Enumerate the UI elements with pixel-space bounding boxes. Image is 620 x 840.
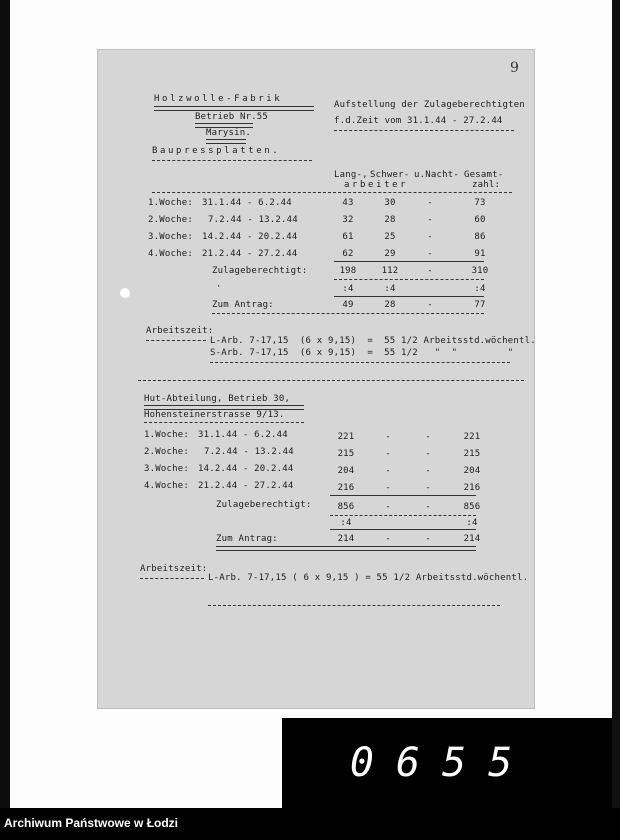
divisor-total: :4	[474, 284, 486, 294]
week-period: 14.2.44 - 20.2.44	[202, 232, 298, 242]
sum-label: Zulageberechtigt:	[212, 266, 308, 276]
section-separator	[138, 380, 524, 381]
rule	[212, 313, 484, 314]
punch-hole	[120, 288, 130, 298]
week-period: 7.2.44 - 13.2.44	[204, 447, 294, 457]
cell-total: 91	[474, 249, 486, 259]
result-nacht: -	[427, 300, 433, 310]
product-name: Baupressplatten.	[152, 146, 281, 156]
cell-lang: 204	[337, 466, 355, 476]
cell-nacht: -	[425, 483, 431, 493]
divisor-lang: :4	[340, 518, 352, 528]
section2-address: Hohensteinerstrasse 9/13.	[144, 410, 285, 420]
factory-number: Betrieb Nr.55	[195, 112, 269, 122]
rule	[140, 578, 204, 579]
week-label: 4.Woche:	[144, 481, 189, 491]
week-period: 14.2.44 - 20.2.44	[198, 464, 294, 474]
cell-lang: 216	[337, 483, 355, 493]
cell-nacht: -	[427, 232, 433, 242]
sum-lang: 856	[337, 502, 355, 512]
arbeitszeit-s: S-Arb. 7-17,15 (6 x 9,15) = 55 1/2 " " "	[210, 348, 514, 358]
week-label: 2.Woche:	[148, 215, 193, 225]
week-label: 3.Woche:	[144, 464, 189, 474]
cell-schwer: -	[385, 432, 391, 442]
col-header-lang: Lang-,	[334, 170, 368, 180]
rule	[334, 296, 484, 297]
divisor-total: :4	[466, 518, 478, 528]
archive-name: Archiwum Państwowe w Łodzi	[4, 816, 179, 830]
cell-nacht: -	[427, 215, 433, 225]
week-label: 4.Woche:	[148, 249, 193, 259]
underline	[216, 546, 476, 551]
corner-page-number: 9	[510, 60, 519, 76]
cell-schwer: 29	[384, 249, 396, 259]
frame-number: 0655	[349, 740, 535, 786]
cell-lang: 221	[337, 432, 355, 442]
result-schwer: -	[385, 534, 391, 544]
underline	[152, 160, 312, 161]
rule	[330, 515, 476, 516]
divisor-mark: ·	[216, 282, 222, 292]
frame-number-label	[282, 718, 612, 808]
week-label: 1.Woche:	[148, 198, 193, 208]
cell-total: 215	[463, 449, 481, 459]
section2-title: Hut-Abteilung, Betrieb 30,	[144, 394, 291, 404]
result-schwer: 28	[384, 300, 396, 310]
cell-nacht: -	[425, 432, 431, 442]
sum-label: Zulageberechtigt:	[216, 500, 312, 510]
week-label: 2.Woche:	[144, 447, 189, 457]
sum-nacht: -	[425, 502, 431, 512]
cell-total: 60	[474, 215, 486, 225]
cell-schwer: 30	[384, 198, 396, 208]
result-lang: 49	[342, 300, 354, 310]
arbeitszeit-label: Arbeitszeit:	[146, 326, 214, 336]
rule	[208, 605, 500, 606]
cell-total: 221	[463, 432, 481, 442]
week-label: 3.Woche:	[148, 232, 193, 242]
underline	[154, 106, 314, 111]
sum-nacht: -	[427, 266, 433, 276]
result-nacht: -	[425, 534, 431, 544]
sum-total: 856	[463, 502, 481, 512]
col-header-nacht: u.Nacht-	[414, 170, 459, 180]
cell-schwer: -	[385, 466, 391, 476]
rule	[334, 279, 484, 280]
week-period: 31.1.44 - 6.2.44	[198, 430, 288, 440]
arbeitszeit-label: Arbeitszeit:	[140, 564, 208, 574]
sum-rule	[334, 261, 484, 262]
document-page	[98, 50, 534, 708]
arbeitszeit-l: L-Arb. 7-17,15 ( 6 x 9,15 ) = 55 1/2 Arbeitsstd.wöchentl.	[208, 573, 529, 583]
rule	[146, 340, 206, 341]
cell-schwer: 28	[384, 215, 396, 225]
rule	[334, 130, 514, 131]
document-period: f.d.Zeit vom 31.1.44 - 27.2.44	[334, 116, 503, 126]
underline	[206, 139, 246, 144]
cell-schwer: -	[385, 449, 391, 459]
week-period: 21.2.44 - 27.2.44	[202, 249, 298, 259]
sum-schwer: -	[385, 502, 391, 512]
sum-rule	[330, 495, 476, 496]
cell-total: 86	[474, 232, 486, 242]
result-total: 214	[463, 534, 481, 544]
cell-nacht: -	[427, 249, 433, 259]
film-edge-right	[612, 0, 620, 808]
rule	[330, 529, 476, 530]
week-period: 21.2.44 - 27.2.44	[198, 481, 294, 491]
divisor-schwer: :4	[384, 284, 396, 294]
arbeitszeit-l: L-Arb. 7-17,15 (6 x 9,15) = 55 1/2 Arbeitsstd.wöchentl.	[210, 336, 536, 346]
cell-lang: 62	[342, 249, 354, 259]
cell-total: 216	[463, 483, 481, 493]
sum-schwer: 112	[381, 266, 399, 276]
film-edge-left	[0, 0, 10, 808]
underline	[144, 422, 304, 423]
factory-name: Holzwolle-Fabrik	[154, 94, 283, 104]
result-total: 77	[474, 300, 486, 310]
divisor-lang: :4	[342, 284, 354, 294]
cell-schwer: -	[385, 483, 391, 493]
cell-lang: 32	[342, 215, 354, 225]
result-lang: 214	[337, 534, 355, 544]
rule	[152, 192, 512, 193]
col-header-arbeiter: arbeiter	[344, 180, 409, 190]
cell-lang: 43	[342, 198, 354, 208]
cell-nacht: -	[425, 466, 431, 476]
col-header-schwer: Schwer-	[370, 170, 410, 180]
cell-lang: 215	[337, 449, 355, 459]
document-title: Aufstellung der Zulageberechtigten	[334, 100, 526, 110]
cell-nacht: -	[425, 449, 431, 459]
cell-total: 204	[463, 466, 481, 476]
result-label: Zum Antrag:	[212, 300, 274, 310]
cell-total: 73	[474, 198, 486, 208]
rule	[210, 362, 510, 363]
cell-nacht: -	[427, 198, 433, 208]
week-label: 1.Woche:	[144, 430, 189, 440]
result-label: Zum Antrag:	[216, 534, 278, 544]
week-period: 31.1.44 - 6.2.44	[202, 198, 292, 208]
sum-lang: 198	[339, 266, 357, 276]
col-header-zahl: zahl:	[472, 180, 501, 190]
cell-schwer: 25	[384, 232, 396, 242]
cell-lang: 61	[342, 232, 354, 242]
col-header-gesamt: Gesamt-	[464, 170, 504, 180]
week-period: 7.2.44 - 13.2.44	[208, 215, 298, 225]
sum-total: 310	[471, 266, 489, 276]
archive-footer	[0, 808, 620, 840]
factory-location: Marysin.	[206, 128, 251, 138]
